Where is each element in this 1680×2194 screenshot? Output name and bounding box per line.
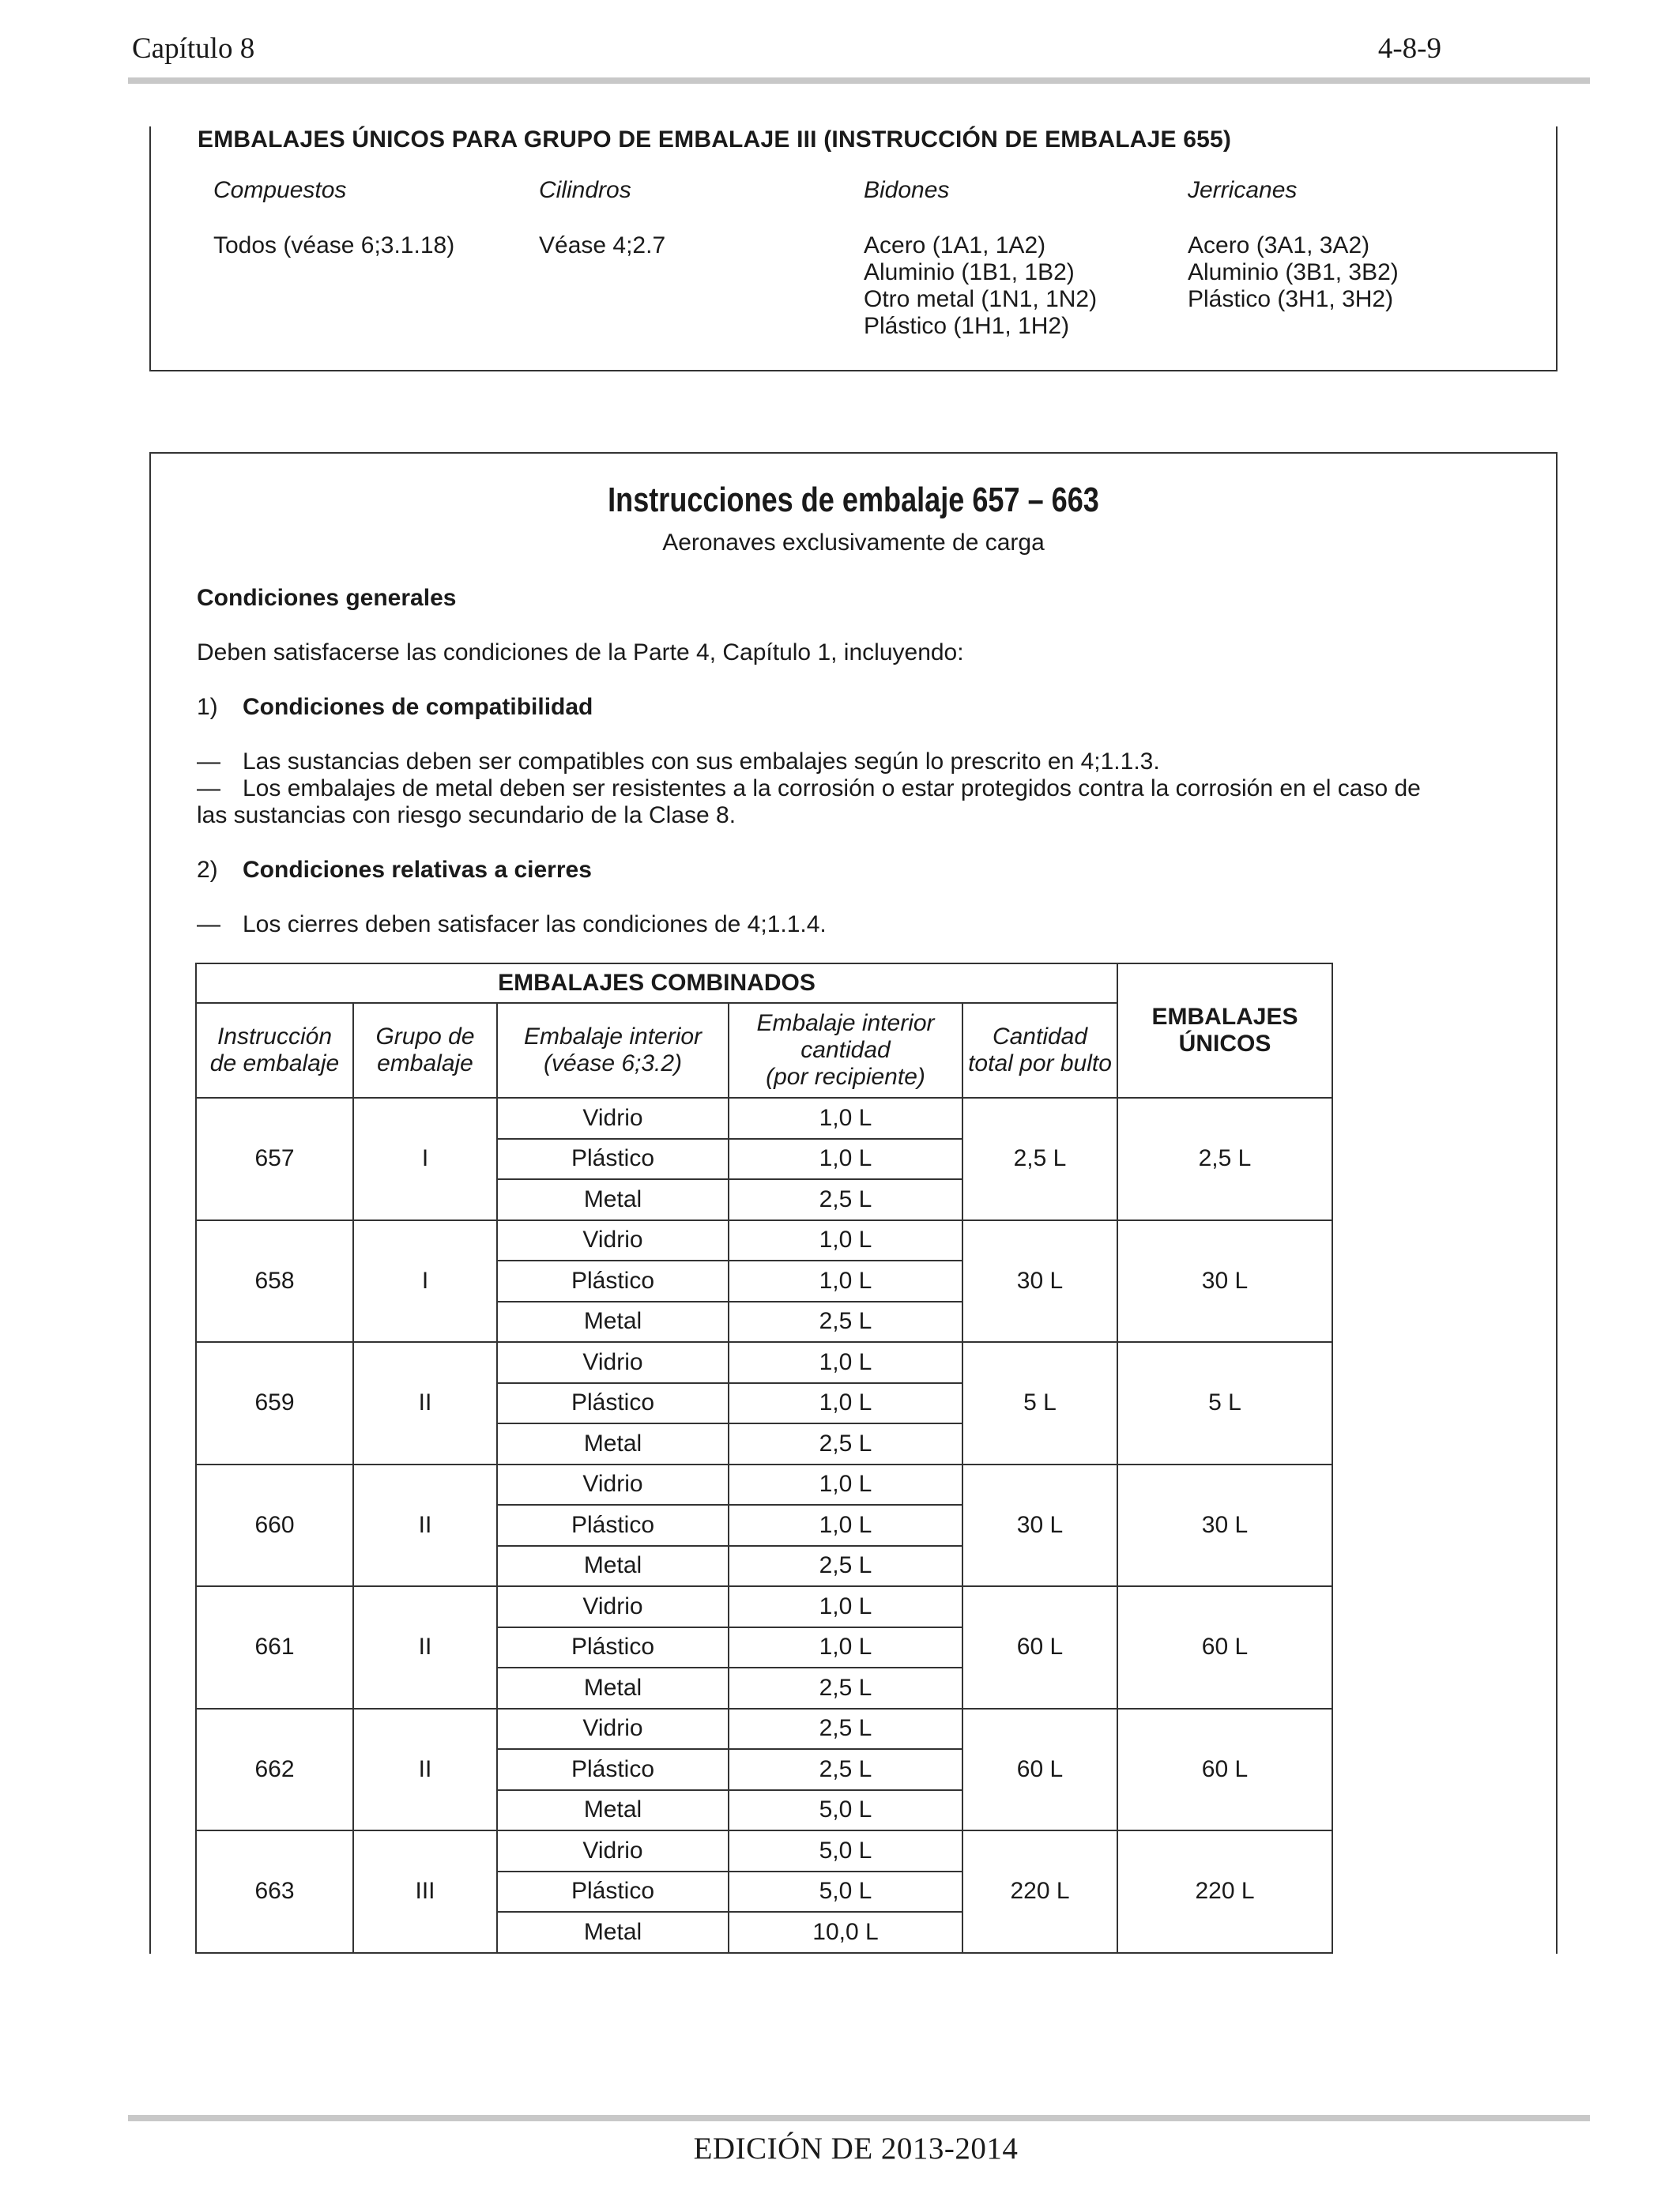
header-line: Instrucción [217,1023,333,1050]
inner-packaging-cell: Vidrio [497,1465,729,1506]
inner-quantity-column-header [729,1003,962,1098]
inner-packaging-cell: Metal [497,1546,729,1587]
inner-quantity-cell: 10,0 L [729,1912,962,1953]
item-number: 1) [197,694,218,720]
inner-packaging-cell: Vidrio [497,1098,729,1139]
table-row [196,1465,1332,1506]
inner-packaging-cell: Vidrio [497,1709,729,1750]
total-quantity-cell: 2,5 L [962,1098,1117,1220]
group-column-header [353,1003,497,1098]
inner-packaging-cell: Vidrio [497,1220,729,1261]
single-packaging-cell: 60 L [1117,1709,1332,1831]
inner-quantity-cell: 1,0 L [729,1261,962,1302]
column-value: Acero (3A1, 3A2) [1188,232,1370,258]
inner-quantity-cell: 1,0 L [729,1342,962,1383]
inner-quantity-cell: 1,0 L [729,1139,962,1180]
inner-quantity-cell: 1,0 L [729,1505,962,1546]
inner-packaging-cell: Vidrio [497,1342,729,1383]
packing-group-cell: II [353,1465,497,1587]
compatibility-line-2-cont: las sustancias con riesgo secundario de la Clase 8. [197,802,736,828]
single-packagings-box [149,126,1558,371]
dash-bullet: — [197,748,220,775]
column-heading: Cilindros [539,177,631,203]
instruction-column-header [196,1003,353,1098]
inner-quantity-cell: 1,0 L [729,1586,962,1627]
column-value: Acero (1A1, 1A2) [864,232,1046,258]
chapter-label: Capítulo 8 [132,32,255,65]
inner-packaging-cell: Plástico [497,1139,729,1180]
header-line: Embalaje interior [756,1010,935,1036]
instruction-cell: 657 [196,1098,353,1220]
table-row [196,1586,1332,1627]
column-heading: Jerricanes [1188,177,1298,203]
single-packaging-cell: 30 L [1117,1220,1332,1343]
inner-quantity-cell: 5,0 L [729,1872,962,1913]
total-quantity-column-header [962,1003,1117,1098]
single-header-line: ÚNICOS [1178,1031,1271,1057]
column-value: Aluminio (3B1, 3B2) [1188,259,1399,285]
total-quantity-cell: 30 L [962,1220,1117,1343]
inner-quantity-cell: 2,5 L [729,1423,962,1465]
inner-quantity-cell: 2,5 L [729,1709,962,1750]
inner-packaging-cell: Plástico [497,1383,729,1424]
inner-quantity-cell: 2,5 L [729,1302,962,1343]
inner-packaging-cell: Metal [497,1912,729,1953]
column-heading: Compuestos [213,177,347,203]
instruction-cell: 661 [196,1586,353,1709]
single-packagings-header [1117,963,1332,1098]
column-jerricanes [1188,177,1399,313]
inner-quantity-cell: 5,0 L [729,1830,962,1872]
compatibility-line-2 [197,775,1421,802]
instruction-cell: 663 [196,1830,353,1953]
header-line: total por bulto [968,1050,1112,1076]
header-line: cantidad [800,1037,891,1063]
general-conditions-heading: Condiciones generales [197,585,457,611]
header-line: Grupo de [375,1023,475,1050]
column-value: Plástico (3H1, 3H2) [1188,286,1394,312]
single-packaging-cell: 30 L [1117,1465,1332,1587]
inner-quantity-cell: 1,0 L [729,1220,962,1261]
column-heading: Bidones [864,177,950,203]
packing-group-cell: II [353,1586,497,1709]
total-quantity-cell: 60 L [962,1709,1117,1831]
column-bidones [864,177,1097,340]
table-row [196,1098,1332,1139]
compatibility-heading [197,694,593,721]
inner-quantity-cell: 1,0 L [729,1627,962,1668]
header-line: Embalaje interior [523,1023,703,1050]
inner-packaging-column-header [497,1003,729,1098]
column-value: Plástico (1H1, 1H2) [864,313,1070,339]
page-number: 4-8-9 [1377,32,1441,65]
inner-quantity-cell: 2,5 L [729,1749,962,1790]
general-conditions-text: Deben satisfacerse las condiciones de la Parte 4, Capítulo 1, incluyendo: [197,639,964,665]
item-number: 2) [197,857,218,883]
table-row [196,1709,1332,1750]
inner-quantity-cell: 1,0 L [729,1465,962,1506]
closures-text: Los cierres deben satisfacer las condiciones de 4;1.1.4. [243,911,827,937]
single-packaging-cell: 60 L [1117,1586,1332,1709]
inner-quantity-cell: 2,5 L [729,1668,962,1709]
compatibility-text-2: Los embalajes de metal deben ser resistentes a la corrosión o estar protegidos contra la corrosión en el caso de [243,775,1421,801]
inner-packaging-cell: Plástico [497,1505,729,1546]
inner-quantity-cell: 1,0 L [729,1098,962,1139]
packing-group-cell: II [353,1709,497,1831]
single-packaging-cell: 5 L [1117,1342,1332,1465]
single-packagings-title: EMBALAJES ÚNICOS PARA GRUPO DE EMBALAJE III (INSTRUCCIÓN DE EMBALAJE 655) [198,126,1232,153]
column-value: Aluminio (1B1, 1B2) [864,259,1075,285]
inner-quantity-cell: 2,5 L [729,1179,962,1220]
header-rule [128,77,1590,84]
inner-quantity-cell: 5,0 L [729,1790,962,1831]
inner-packaging-cell: Metal [497,1302,729,1343]
compatibility-title: Condiciones de compatibilidad [243,694,593,720]
inner-packaging-cell: Plástico [497,1872,729,1913]
table-body [196,1098,1332,1953]
closures-line-1 [197,911,827,938]
instructions-subtitle: Aeronaves exclusivamente de carga [662,530,1045,556]
instruction-cell: 659 [196,1342,353,1465]
column-cilindros [539,177,665,259]
inner-packaging-cell: Metal [497,1790,729,1831]
total-quantity-cell: 60 L [962,1586,1117,1709]
total-quantity-cell: 30 L [962,1465,1117,1587]
compatibility-line-1 [197,748,1160,775]
single-packaging-cell: 2,5 L [1117,1098,1332,1220]
inner-packaging-cell: Plástico [497,1749,729,1790]
dash-bullet: — [197,911,220,937]
combined-packagings-header: EMBALAJES COMBINADOS [196,963,1117,1003]
instruction-cell: 660 [196,1465,353,1587]
inner-quantity-cell: 1,0 L [729,1383,962,1424]
packing-table [195,963,1333,1954]
dash-bullet: — [197,775,220,801]
column-compuestos [213,177,454,259]
compatibility-text-1: Las sustancias deben ser compatibles con sus embalajes según lo prescrito en 4;1.1.3. [243,748,1160,775]
inner-packaging-cell: Metal [497,1423,729,1465]
instructions-title: Instrucciones de embalaje 657 – 663 [608,481,1099,519]
edition-footer [0,2131,1680,2166]
closures-heading [197,857,592,884]
footer-rule [128,2115,1590,2121]
table-row [196,1342,1332,1383]
header-line: Cantidad [992,1023,1088,1050]
inner-packaging-cell: Vidrio [497,1830,729,1872]
closures-title: Condiciones relativas a cierres [243,857,592,883]
total-quantity-cell: 220 L [962,1830,1117,1953]
packing-group-cell: II [353,1342,497,1465]
table-row [196,1220,1332,1261]
inner-packaging-cell: Metal [497,1668,729,1709]
header-line: (véase 6;3.2) [543,1050,683,1076]
column-value: Otro metal (1N1, 1N2) [864,286,1098,312]
packing-group-cell: I [353,1220,497,1343]
inner-quantity-cell: 2,5 L [729,1546,962,1587]
instruction-cell: 658 [196,1220,353,1343]
single-packaging-cell: 220 L [1117,1830,1332,1953]
table-row [196,1830,1332,1872]
single-header-line: EMBALAJES [1151,1004,1298,1030]
packing-group-cell: III [353,1830,497,1953]
column-value: Véase 4;2.7 [539,232,666,258]
column-value: Todos (véase 6;3.1.18) [213,232,455,258]
header-line: embalaje [377,1050,473,1076]
edition-text: EDICIÓN DE 2013-2014 [693,2132,1019,2166]
header-line: (por recipiente) [766,1064,925,1090]
header-line: de embalaje [209,1050,340,1076]
inner-packaging-cell: Plástico [497,1627,729,1668]
inner-packaging-cell: Plástico [497,1261,729,1302]
total-quantity-cell: 5 L [962,1342,1117,1465]
inner-packaging-cell: Metal [497,1179,729,1220]
inner-packaging-cell: Vidrio [497,1586,729,1627]
instruction-cell: 662 [196,1709,353,1831]
packing-group-cell: I [353,1098,497,1220]
